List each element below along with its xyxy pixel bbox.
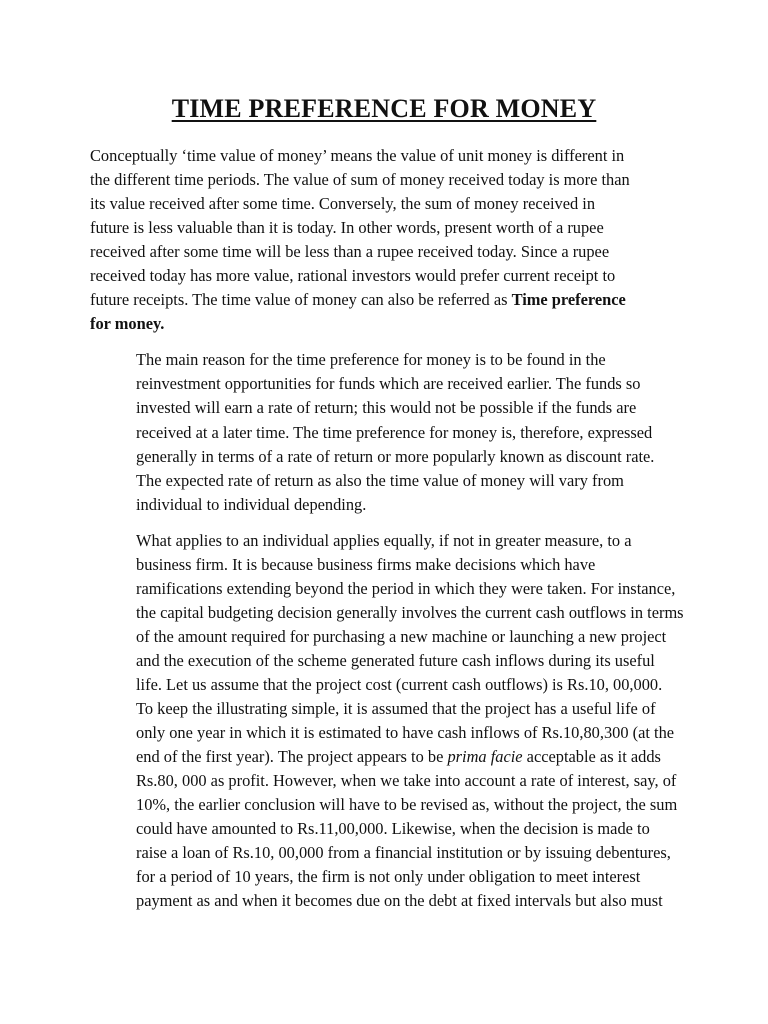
text-run: could have amounted to Rs.11,00,000. Likewise, when the decision is made to [136,819,650,839]
bold-text: for money. [90,314,165,334]
text-line [90,168,674,192]
text-line [90,421,674,445]
text-run: The expected rate of return as also the time value of money will vary from [136,470,624,490]
text-line [90,793,678,817]
text-run: received today has more value, rational investors would prefer current receipt to [90,266,616,286]
text-run: ramifications extending beyond the period in which they were taken. For instance, [136,578,676,598]
body-paragraph [90,348,674,516]
text-run: for a period of 10 years, the firm is not only under obligation to meet interest [136,867,641,887]
text-run: and the execution of the scheme generated future cash inflows during its useful [136,650,655,670]
text-run: generally in terms of a rate of return or more popularly known as discount rate. [136,446,655,466]
text-line [90,445,674,469]
text-line [90,192,674,216]
text-line [90,865,674,889]
body-paragraph [90,144,674,336]
document-title: TIME PREFERENCE FOR MONEY [171,94,597,123]
bold-text: Time preference [511,290,626,310]
text-line [90,348,674,372]
text-line [90,601,684,625]
text-line [90,469,674,493]
body-paragraph [90,529,684,914]
text-run: Conceptually ‘time value of money’ means the value of unit money is different in [90,146,625,165]
text-line [90,721,674,745]
text-line [90,769,677,793]
text-run: future is less valuable than it is today. In other words, present worth of a rupee [90,218,604,238]
text-run: The main reason for the time preference for money is to be found in the [136,350,606,370]
text-run: received at a later time. The time preference for money is, therefore, expressed [136,422,653,442]
text-line [90,553,674,577]
text-line [90,649,674,673]
text-run: the different time periods. The value of sum of money received today is more than [90,170,630,190]
text-run: its value received after some time. Conversely, the sum of money received in [90,194,596,214]
text-run: end of the first year). The project appears to be [136,747,448,767]
text-line [90,817,674,841]
text-run: individual to individual depending. [136,494,367,514]
text-line [90,372,674,396]
text-line [90,288,674,312]
text-run: What applies to an individual applies equally, if not in greater measure, to a [136,530,632,550]
text-run: acceptable as it adds [522,747,661,767]
text-line [90,889,674,913]
text-run: raise a loan of Rs.10, 00,000 from a financial institution or by issuing debentures, [136,843,671,863]
text-run: payment as and when it becomes due on the debt at fixed intervals but also must [136,891,663,911]
text-line [90,240,674,264]
text-run: reinvestment opportunities for funds which are received earlier. The funds so [136,374,641,394]
text-line [90,144,674,168]
text-run: invested will earn a rate of return; this would not be possible if the funds are [136,398,637,418]
text-run: received after some time will be less than a rupee received today. Since a rupee [90,242,610,262]
text-line [90,216,674,240]
text-run: Rs.80, 000 as profit. However, when we take into account a rate of interest, say, of [136,771,677,791]
text-line [90,625,674,649]
document-body [90,144,684,913]
text-line [90,673,674,697]
text-line [90,841,674,865]
text-run: the capital budgeting decision generally involves the current cash outflows in terms [136,602,684,622]
text-line [90,396,674,420]
text-run: life. Let us assume that the project cost (current cash outflows) is Rs.10, 00,000. [136,674,663,694]
text-run: To keep the illustrating simple, it is assumed that the project has a useful life of [136,699,656,719]
text-line [90,312,674,336]
text-line [90,697,674,721]
text-run: of the amount required for purchasing a new machine or launching a new project [136,626,667,646]
text-line [90,745,674,769]
text-run: future receipts. The time value of money can also be referred as [90,290,512,310]
text-line [90,264,674,288]
text-line [90,577,674,601]
text-line [90,529,674,553]
text-line [90,493,674,517]
text-run: only one year in which it is estimated to have cash inflows of Rs.10,80,300 (at the [136,723,675,743]
italic-text: prima facie [447,747,523,767]
text-run: business firm. It is because business firms make decisions which have [136,554,596,574]
text-run: 10%, the earlier conclusion will have to be revised as, without the project, the sum [136,795,678,815]
